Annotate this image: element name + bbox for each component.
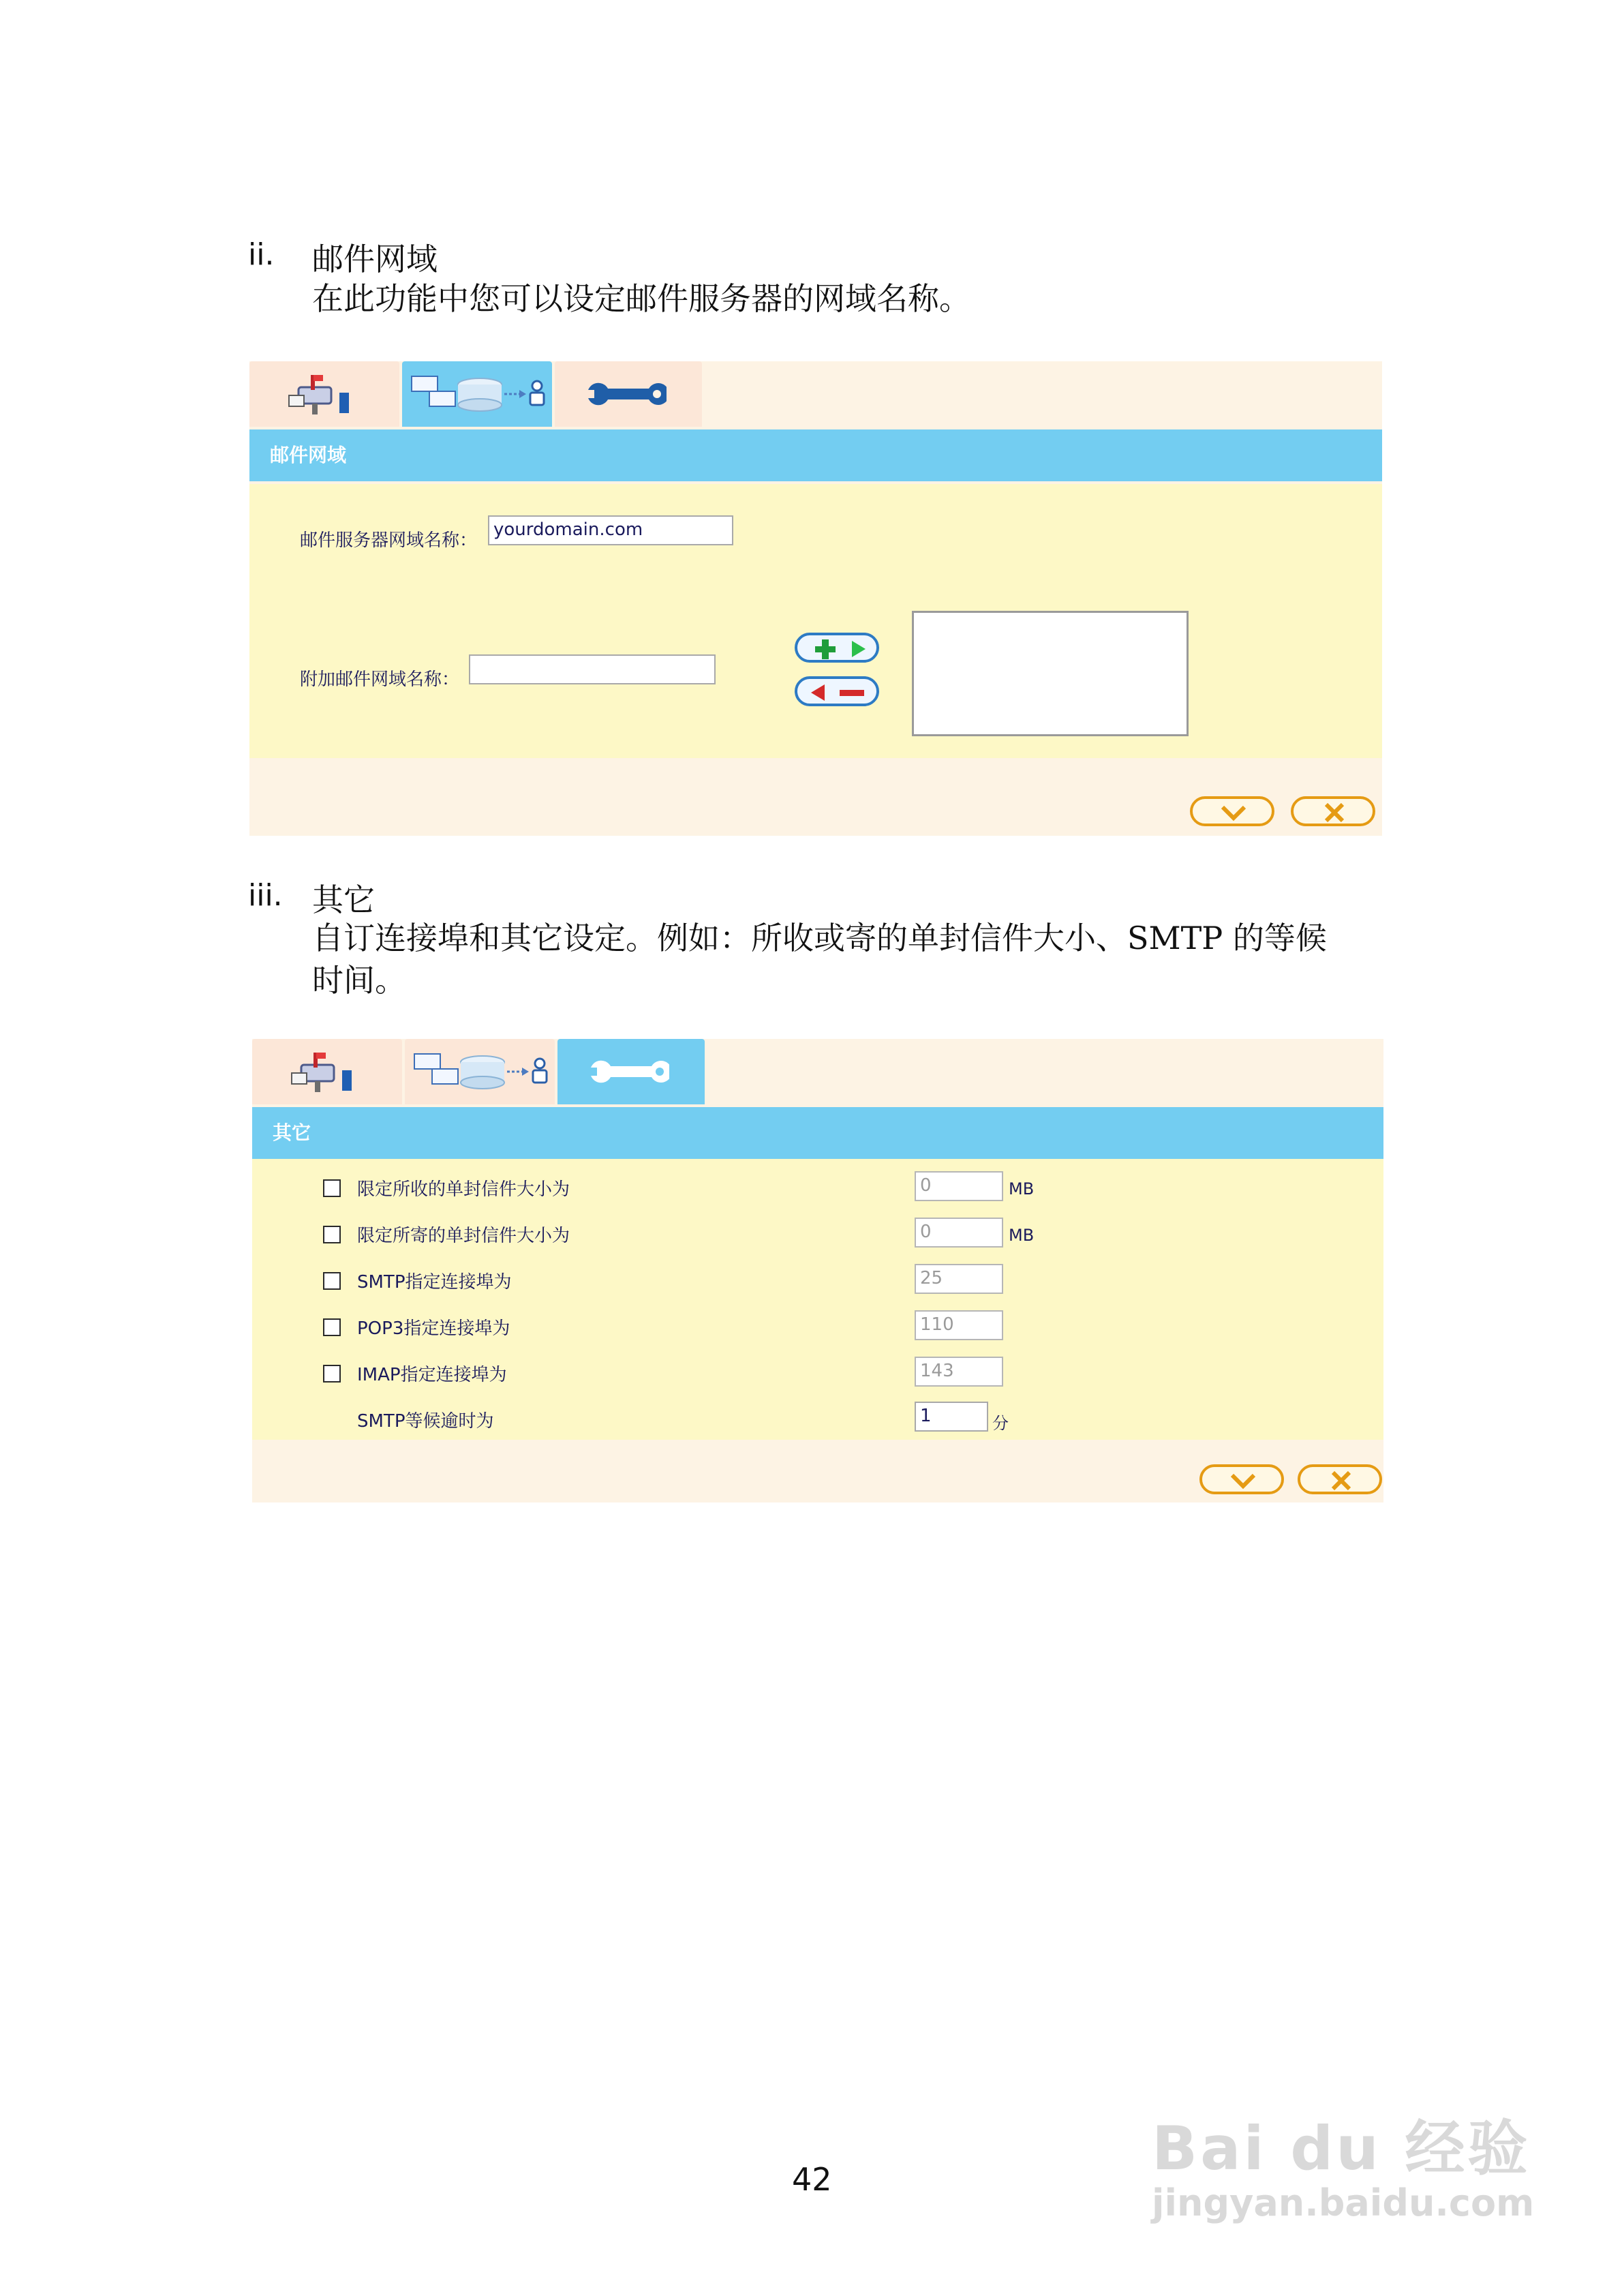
wrench-icon (587, 1057, 669, 1087)
pop3-port-checkbox[interactable] (323, 1318, 341, 1336)
pop3-port-input[interactable]: 110 (915, 1310, 1003, 1340)
panel-footer-2 (252, 1441, 1383, 1502)
smtp-port-label: SMTP指定连接埠为 (357, 1272, 512, 1293)
smtp-timeout-label: SMTP等候逾时为 (357, 1411, 494, 1432)
watermark-url: jingyan.baidu.com (1152, 2181, 1535, 2224)
wrench-icon (585, 379, 667, 409)
pop3-port-label: POP3指定连接埠为 (357, 1318, 510, 1339)
section-iii-description-1: 自订连接埠和其它设定。例如：所收或寄的单封信件大小、SMTP 的等候 (312, 920, 1327, 956)
domain-name-label: 邮件服务器网域名称： (300, 530, 478, 551)
smtp-port-input[interactable]: 25 (915, 1264, 1003, 1294)
panel-header-2: 其它 (252, 1107, 1383, 1159)
panel-body (249, 484, 1382, 758)
imap-port-input[interactable]: 143 (915, 1357, 1003, 1387)
tab-bar-2 (252, 1039, 1383, 1104)
domain-listbox[interactable] (912, 611, 1189, 736)
smtp-port-checkbox[interactable] (323, 1272, 341, 1290)
panel-header: 邮件网域 (249, 429, 1382, 481)
watermark-brand: Bai du 经验 (1152, 2113, 1531, 2184)
limit-send-unit: MB (1009, 1226, 1035, 1245)
imap-port-label: IMAP指定连接埠为 (357, 1365, 507, 1385)
extra-domain-input[interactable] (469, 654, 716, 684)
smtp-timeout-unit: 分 (992, 1414, 1009, 1433)
domain-name-input[interactable]: yourdomain.com (488, 515, 733, 545)
ok-check-icon (1229, 1471, 1257, 1490)
mailbox-icon (289, 1050, 364, 1095)
cancel-button-2[interactable] (1298, 1464, 1382, 1494)
remove-arrow-icon (804, 680, 872, 705)
section-iii-description-2: 时间。 (312, 962, 406, 999)
cancel-x-icon (1329, 1470, 1353, 1492)
limit-receive-input[interactable]: 0 (915, 1171, 1003, 1201)
tab-mail-domain-2[interactable] (405, 1039, 555, 1104)
limit-receive-unit: MB (1009, 1179, 1035, 1198)
smtp-timeout-input[interactable]: 1 (915, 1402, 988, 1432)
limit-send-label: 限定所寄的单封信件大小为 (357, 1226, 570, 1246)
panel-footer (249, 758, 1382, 836)
panel-body-2 (252, 1159, 1383, 1440)
add-arrow-icon (804, 637, 872, 661)
cancel-button[interactable] (1291, 796, 1375, 826)
ok-check-icon (1220, 803, 1247, 822)
add-domain-button[interactable] (795, 633, 879, 663)
section-iii-number: iii. (248, 878, 283, 913)
mail-server-user-icon (409, 371, 545, 419)
tab-general[interactable] (249, 361, 399, 427)
mail-domain-panel (249, 361, 1382, 836)
limit-receive-checkbox[interactable] (323, 1179, 341, 1197)
tab-bar (249, 361, 1382, 427)
extra-domain-label: 附加邮件网域名称： (300, 669, 460, 690)
section-ii-number: ii. (248, 237, 275, 272)
section-ii-description: 在此功能中您可以设定邮件服务器的网域名称。 (312, 280, 970, 317)
tab-general-2[interactable] (252, 1039, 402, 1104)
cancel-x-icon (1322, 802, 1347, 824)
limit-receive-label: 限定所收的单封信件大小为 (357, 1179, 570, 1200)
mailbox-icon (286, 372, 361, 417)
tab-mail-domain[interactable] (402, 361, 552, 427)
limit-send-input[interactable]: 0 (915, 1218, 1003, 1248)
mail-server-user-icon (412, 1048, 548, 1096)
section-ii-title: 邮件网域 (312, 241, 438, 277)
tab-other[interactable] (555, 361, 702, 427)
tab-other-2[interactable] (557, 1039, 705, 1104)
other-panel (252, 1039, 1383, 1502)
ok-button[interactable] (1190, 796, 1274, 826)
ok-button-2[interactable] (1199, 1464, 1284, 1494)
page-number: 42 (792, 2161, 832, 2198)
imap-port-checkbox[interactable] (323, 1365, 341, 1383)
limit-send-checkbox[interactable] (323, 1226, 341, 1243)
remove-domain-button[interactable] (795, 676, 879, 706)
section-iii-title: 其它 (312, 881, 375, 918)
